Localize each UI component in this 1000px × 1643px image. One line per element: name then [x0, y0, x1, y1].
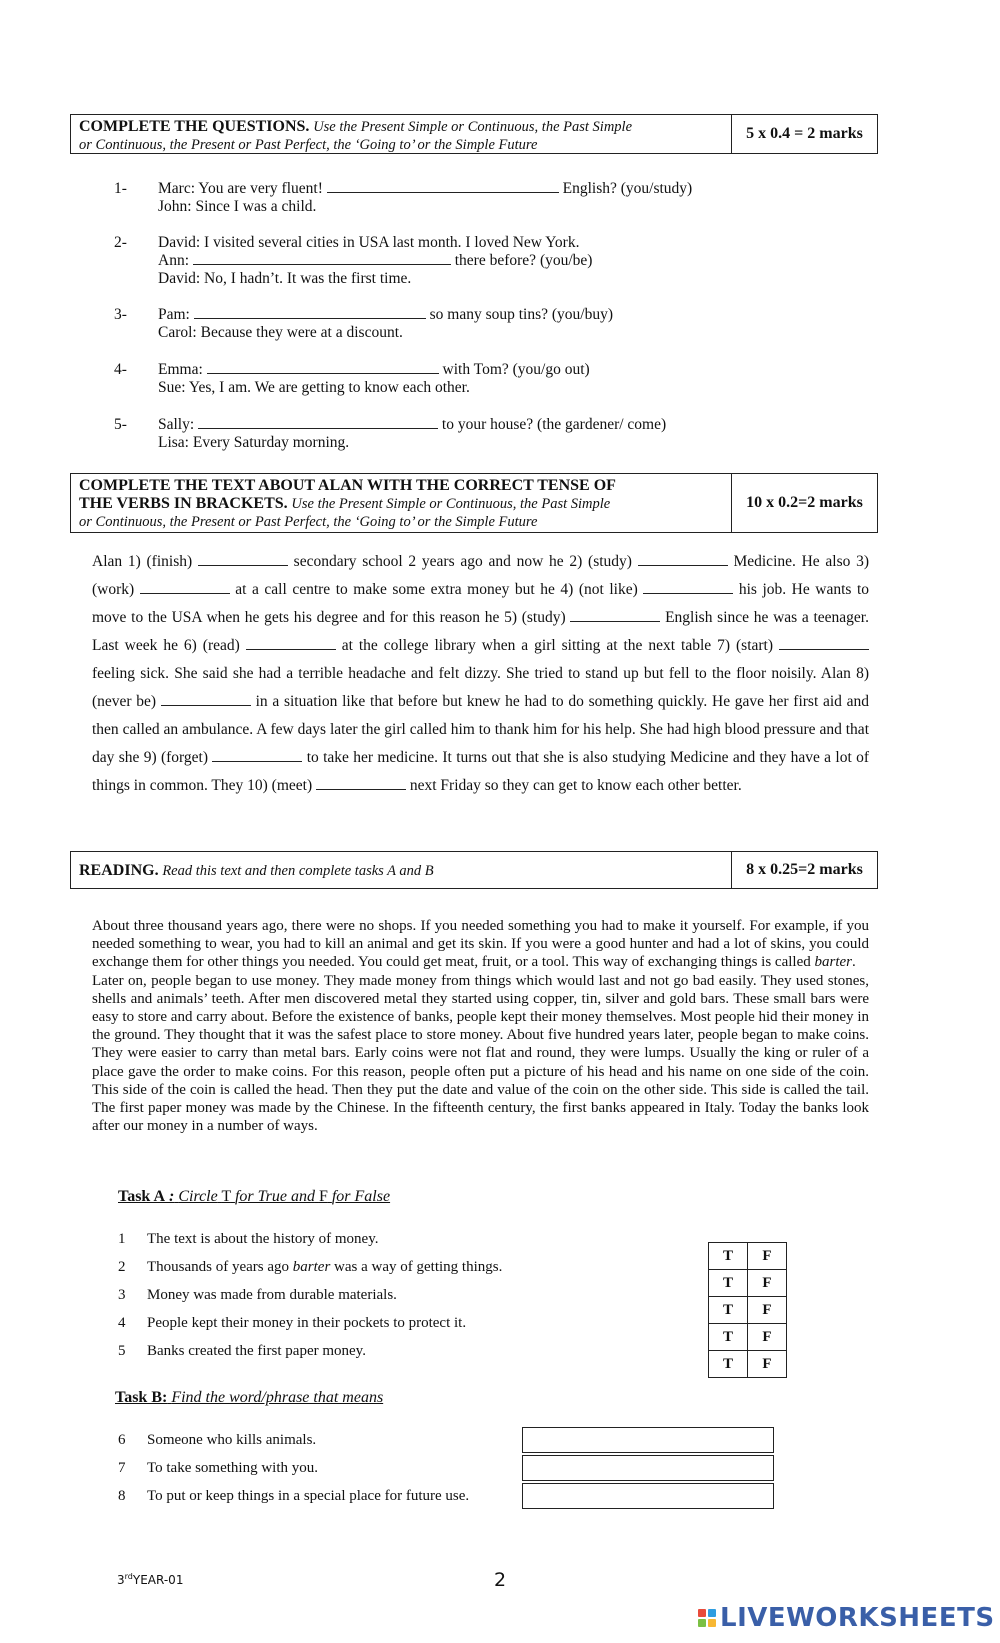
verb-blank-1[interactable]: [198, 552, 288, 566]
tf-row-4: [709, 1324, 787, 1351]
section2-header: [70, 473, 878, 533]
section1-title: COMPLETE THE QUESTIONS.: [79, 118, 310, 135]
verb-blank-9[interactable]: [212, 748, 302, 762]
false-option-3[interactable]: F: [748, 1297, 787, 1324]
liveworksheets-logo[interactable]: [698, 1603, 995, 1633]
task-a-item-3: 3 Money was made from durable materials.: [118, 1287, 397, 1303]
true-false-table: [708, 1242, 787, 1378]
true-option-4[interactable]: T: [709, 1324, 748, 1351]
section3-marks: 8 x 0.25=2 marks: [746, 861, 863, 878]
tf-row-3: [709, 1297, 787, 1324]
true-option-5[interactable]: T: [709, 1351, 748, 1378]
reading-text: About three thousand years ago, there were no shops. If you needed something you had to make it yourself. For example, if you needed something to wear, you had to kill an animal and get its skin. If you were a good hunter and had a lot of skins, you could exchange them for other things you needed. You could get meat, fruit, or a tool. This way of exchanging things is called barter. Later on, people began to use money. They made money from things which would last and not go bad easily. They used stones, shells and animals’ teeth. After men discovered metal they started using copper, tin, silver and gold bars. These small bars were easy to store and carry about. Before the existence of banks, people kept their money themselves. Most people hid their money in the ground. They thought that it was the safest place to store money. About five hundred years later, people began to make coins. They were easier to carry than metal bars. Early coins were not flat and round, they were lumps. Usually the king or ruler of a place gave the order to make coins. For this reason, people often put a picture of his head and his name on one side of the coin. This side of the coin is called the head. Then they put the date and value of the coin on the other side. This side is called the tail. The first paper money was made by the Chinese. In the fifteenth century, the first banks appeared in Italy. Today the banks look after our money in a number of ways.: [92, 918, 869, 1135]
true-option-2[interactable]: T: [709, 1270, 748, 1297]
task-a-item-4: 4 People kept their money in their pockets to protect it.: [118, 1315, 467, 1331]
task-b-item-7: 7 To take something with you.: [118, 1460, 319, 1476]
false-option-5[interactable]: F: [748, 1351, 787, 1378]
logo-square-4: [708, 1619, 716, 1627]
answer-box-7[interactable]: [522, 1455, 774, 1481]
year-code: 3rdYEAR-01: [117, 1572, 184, 1587]
page-number: 2: [494, 1569, 507, 1591]
alan-text: Alan 1) (finish) secondary school 2 years ago and now he 2) (study) Medicine. He also 3) (work) at a call centre to make some extra money but he 4) (not like) his job. He wants to move to the USA when he gets his degree and for this reason he 5) (study) English since he was a teenager. Last week he 6) (read) at the college library when a girl sitting at the next table 7) (start) feeling sick. She said she had a terrible headache and felt dizzy. She tried to stand up but fell to the floor noisily. Alan 8) (never be) in a situation like that before but knew he had to do something quickly. He gave her first aid and then called an ambulance. A few days later the girl called him to thank him for his help. She had high blood pressure and that day she 9) (forget) to take her medicine. It turns out that she is also studying Medicine and they have a lot of things in common. They 10) (meet) next Friday so they can get to know each other better.: [92, 553, 870, 794]
section2-instructions: COMPLETE THE TEXT ABOUT ALAN WITH THE CORRECT TENSE OF THE VERBS IN BRACKETS. Use the Present Simple or Continuous, the Past Simple or Continuous, the Present or Past Perfect, the ‘Going to’ or the Simple Future: [71, 474, 732, 532]
task-a-item-1: 1 The text is about the history of money.: [118, 1231, 379, 1247]
false-option-4[interactable]: F: [748, 1324, 787, 1351]
tf-row-5: [709, 1351, 787, 1378]
answer-box-6[interactable]: [522, 1427, 774, 1453]
section2-title: COMPLETE THE TEXT ABOUT ALAN WITH THE CORRECT TENSE OF: [79, 477, 616, 494]
section1-header: [70, 114, 878, 154]
logo-square-1: [698, 1609, 706, 1617]
answer-blank-q1[interactable]: [327, 180, 559, 193]
verb-blank-2[interactable]: [638, 552, 728, 566]
answer-blank-q2[interactable]: [193, 252, 451, 265]
section2-marks: 10 x 0.2=2 marks: [746, 494, 863, 511]
false-option-1[interactable]: F: [748, 1243, 787, 1270]
verb-blank-5[interactable]: [570, 608, 660, 622]
section1-instructions: COMPLETE THE QUESTIONS. Use the Present Simple or Continuous, the Past Simple or Continuous, the Present or Past Perfect, the ‘Going to’ or the Simple Future: [71, 115, 732, 153]
task-a-item-5: 5 Banks created the first paper money.: [118, 1343, 366, 1359]
verb-blank-8[interactable]: [161, 692, 251, 706]
task-a-item-2: 2 Thousands of years ago barter was a way of getting things.: [118, 1259, 503, 1275]
task-a-title: Task A : Circle T for True and F for False: [118, 1188, 391, 1205]
section3-title: READING.: [79, 861, 159, 879]
verb-blank-4[interactable]: [643, 580, 733, 594]
logo-square-3: [698, 1619, 706, 1627]
answer-box-8[interactable]: [522, 1483, 774, 1509]
section3-instructions: READING. Read this text and then complete tasks A and B: [71, 852, 732, 888]
tf-row-2: [709, 1270, 787, 1297]
answer-blank-q5[interactable]: [198, 416, 438, 429]
task-b-item-8: 8 To put or keep things in a special place for future use.: [118, 1488, 470, 1504]
brand-name: LIVEWORKSHEETS: [720, 1603, 995, 1633]
section1-marks: 5 x 0.4 = 2 marks: [746, 125, 863, 142]
liveworksheets-icon: [698, 1609, 716, 1627]
answer-blank-q3[interactable]: [194, 306, 426, 319]
verb-blank-6[interactable]: [246, 636, 336, 650]
answer-blank-q4[interactable]: [207, 361, 439, 374]
logo-square-2: [708, 1609, 716, 1617]
true-option-1[interactable]: T: [709, 1243, 748, 1270]
verb-blank-10[interactable]: [316, 776, 406, 790]
false-option-2[interactable]: F: [748, 1270, 787, 1297]
tf-row-1: [709, 1243, 787, 1270]
true-option-3[interactable]: T: [709, 1297, 748, 1324]
section3-header: [70, 851, 878, 889]
task-b-title: Task B: Find the word/phrase that means: [115, 1389, 384, 1406]
task-b-item-6: 6 Someone who kills animals.: [118, 1432, 317, 1448]
verb-blank-7[interactable]: [779, 636, 869, 650]
verb-blank-3[interactable]: [140, 580, 230, 594]
